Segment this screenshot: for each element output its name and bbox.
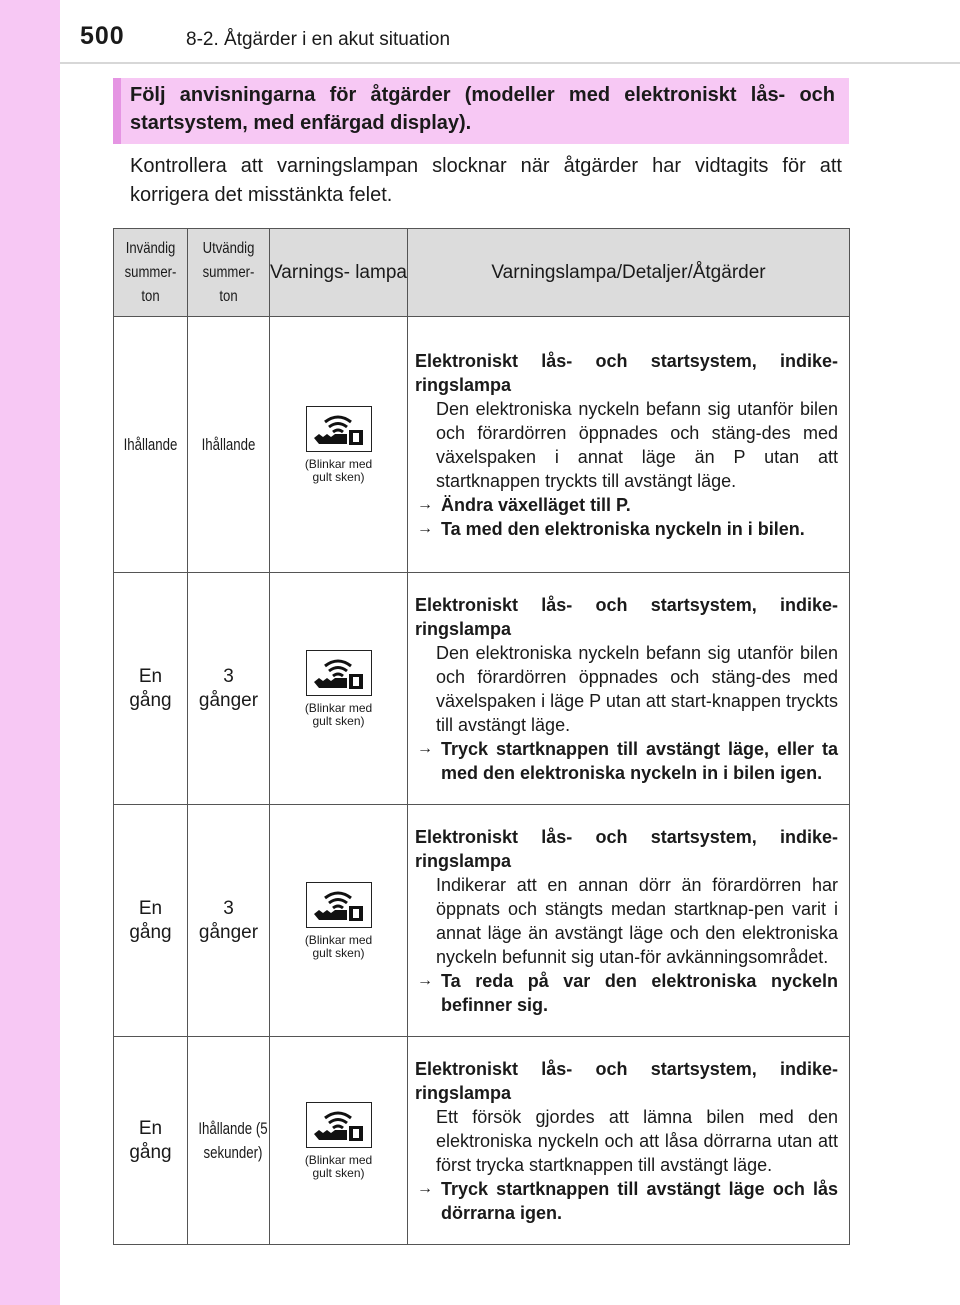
detail-body: Den elektroniska nyckeln befann sig utanför bilen och förardörren öppnades och stäng-des med växelspaken i annat läge än P utan att startknappen tryckts till avstängt läge. — [436, 398, 838, 491]
action-text: Ändra växelläget till P. — [441, 494, 631, 515]
cell-warning-lamp — [270, 1037, 408, 1245]
header-interior-buzzer — [114, 229, 188, 317]
warning-table — [113, 228, 850, 1245]
header-details-label: Varningslampa/Detaljer/Åtgärder — [491, 261, 766, 283]
detail-title: Elektroniskt lås- och startsystem, indike-ringslampa — [415, 826, 838, 871]
key-warning-icon — [311, 1106, 367, 1142]
key-warning-lamp — [306, 650, 372, 696]
detail-body: Den elektroniska nyckeln befann sig utanför bilen och förardörren öppnades och stäng-des med växelspaken i läge P utan att start-knappen tryckts till avstängt läge. — [436, 642, 838, 735]
instruction-callout — [113, 78, 849, 144]
table-row — [114, 317, 850, 573]
cell-exterior-buzzer-text: 3 gånger — [198, 897, 259, 943]
cell-warning-lamp — [270, 805, 408, 1037]
cell-exterior-buzzer — [188, 573, 270, 805]
cell-details — [408, 805, 850, 1037]
arrow-icon: → — [417, 739, 433, 757]
callout-accent-bar — [113, 78, 121, 144]
cell-interior-buzzer — [114, 317, 188, 573]
action-step — [415, 517, 838, 541]
cell-details — [408, 1037, 850, 1245]
header-divider — [60, 62, 960, 64]
cell-interior-buzzer — [114, 1037, 188, 1245]
cell-exterior-buzzer-text: Ihållande (5 sekunder) — [198, 1118, 268, 1162]
action-step — [415, 1177, 838, 1225]
cell-warning-lamp — [270, 317, 408, 573]
key-warning-icon — [311, 654, 367, 690]
detail-body: Indikerar att en annan dörr än förardörren har öppnats och stängts medan startknap-pen varit i annat läge än avstängt läge och den elektroniska nyckeln befunnit sig utan-för avkänningsområdet. — [436, 874, 838, 967]
arrow-icon: → — [417, 1179, 433, 1197]
cell-exterior-buzzer — [188, 317, 270, 573]
action-step — [415, 969, 838, 1017]
header-interior-label: Invändig summer- ton — [124, 239, 177, 305]
action-text: Tryck startknappen till avstängt läge och lås dörrarna igen. — [441, 1178, 838, 1223]
detail-title: Elektroniskt lås- och startsystem, indike-ringslampa — [415, 1058, 838, 1103]
cell-interior-buzzer — [114, 573, 188, 805]
table-header-row — [114, 229, 850, 317]
table-row — [114, 573, 850, 805]
header-exterior-buzzer — [188, 229, 270, 317]
cell-details — [408, 317, 850, 573]
lamp-caption: (Blinkar med gult sken) — [304, 700, 373, 728]
key-warning-lamp — [306, 406, 372, 452]
arrow-icon: → — [417, 971, 433, 989]
cell-details — [408, 573, 850, 805]
page-number: 500 — [80, 22, 125, 50]
table-row — [114, 805, 850, 1037]
key-warning-lamp — [306, 1102, 372, 1148]
cell-exterior-buzzer-text: Ihållande — [201, 434, 256, 454]
cell-interior-buzzer-text: En gång — [129, 897, 172, 943]
arrow-icon: → — [417, 495, 433, 513]
key-warning-icon — [311, 410, 367, 446]
cell-exterior-buzzer-text: 3 gånger — [198, 665, 259, 711]
lamp-caption: (Blinkar med gult sken) — [304, 456, 373, 484]
arrow-icon: → — [417, 519, 433, 537]
detail-title: Elektroniskt lås- och startsystem, indike-ringslampa — [415, 350, 838, 395]
action-text: Ta reda på var den elektroniska nyckeln befinner sig. — [441, 970, 838, 1015]
cell-exterior-buzzer — [188, 1037, 270, 1245]
header-details — [408, 229, 850, 317]
cell-interior-buzzer-text: En gång — [129, 665, 172, 711]
detail-body: Ett försök gjordes att lämna bilen med den elektroniska nyckeln och att låsa dörrarna utan att först trycka startknappen till avstängt läge. — [436, 1106, 838, 1175]
header-exterior-label: Utvändig summer- ton — [202, 239, 255, 305]
cell-interior-buzzer-text: En gång — [129, 1117, 172, 1163]
key-warning-icon — [311, 886, 367, 922]
cell-warning-lamp — [270, 573, 408, 805]
side-color-strip — [0, 0, 60, 1305]
section-title: 8-2. Åtgärder i en akut situation — [186, 29, 451, 50]
cell-interior-buzzer — [114, 805, 188, 1037]
table-row — [114, 1037, 850, 1245]
lamp-caption: (Blinkar med gult sken) — [304, 932, 373, 960]
action-step — [415, 493, 838, 517]
key-warning-lamp — [306, 882, 372, 928]
cell-exterior-buzzer — [188, 805, 270, 1037]
intro-paragraph: Kontrollera att varningslampan slocknar när åtgärder har vidtagits för att korrigera det misstänkta felet. — [130, 155, 842, 206]
header-lamp-label: Varnings- lampa — [270, 261, 407, 283]
callout-text: Följ anvisningarna för åtgärder (modeller med elektroniskt lås- och startsystem, med enfärgad display). — [130, 84, 835, 134]
action-step — [415, 737, 838, 785]
lamp-caption: (Blinkar med gult sken) — [304, 1152, 373, 1180]
action-text: Tryck startknappen till avstängt läge, eller ta med den elektroniska nyckeln in i bilen igen. — [441, 738, 838, 783]
header-warning-lamp — [270, 229, 408, 317]
action-text: Ta med den elektroniska nyckeln in i bilen. — [441, 518, 805, 539]
cell-interior-buzzer-text: Ihållande — [123, 434, 178, 454]
detail-title: Elektroniskt lås- och startsystem, indike-ringslampa — [415, 594, 838, 639]
